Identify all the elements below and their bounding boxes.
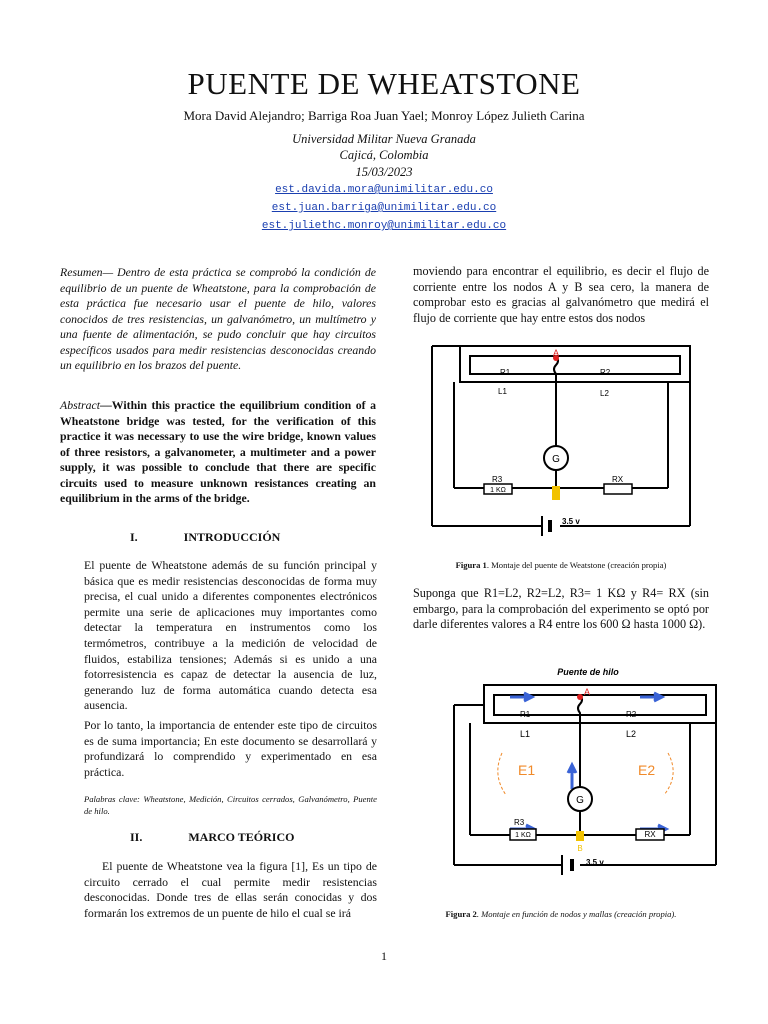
- label-r3-value-2: 1 KΩ: [515, 832, 531, 839]
- label-r2-2: R2: [626, 710, 637, 719]
- label-l2-2: L2: [626, 729, 637, 739]
- label-l1-2: L1: [520, 729, 531, 739]
- continuation-paragraph: moviendo para encontrar el equilibrio, es decir el flujo de corriente entre los nodos A y B sea cero, la manera de comprobar esto es gracias al galvanómetro que medirá el flujo de corriente que hay entre estos dos nodos: [413, 264, 709, 325]
- label-r1: R1: [500, 368, 511, 377]
- figure-2-circuit: [440, 665, 720, 895]
- authors: Mora David Alejandro; Barriga Roa Juan Yael; Monroy López Julieth Carina: [183, 108, 585, 123]
- figure-1-circuit: [420, 338, 700, 548]
- circuit-wires-2: [454, 685, 716, 865]
- keywords: Palabras clave: Wheatstone, Medición, Circuitos cerrados, Galvanómetro, Puente de hilo.: [84, 794, 377, 816]
- page-number: 1: [381, 949, 387, 963]
- figure-2-caption: Figura 2. Montaje en función de nodos y mallas (creación propia).: [445, 909, 677, 919]
- current-arrow-up: [568, 765, 576, 789]
- label-r3-value: 1 KΩ: [490, 487, 506, 494]
- node-a-marker-2: [577, 694, 583, 700]
- node-a-label-2: A: [584, 687, 591, 697]
- resistor-rx: [604, 484, 632, 494]
- label-l1: L1: [498, 387, 507, 396]
- paper-title: PUENTE DE WHEATSTONE: [187, 66, 581, 101]
- email-link-1[interactable]: est.davida.mora@unimilitar.edu.co: [275, 184, 493, 196]
- node-b-marker-2: [576, 831, 584, 841]
- section-heading-marco: II. MARCO TEÓRICO: [130, 830, 295, 844]
- intro-paragraph-2: Por lo tanto, la importancia de entender este tipo de circuitos es de suma importancia; En este documento se desarrollará y profundizará lo comprendido y experimentado en esa práctica.: [84, 718, 377, 779]
- label-r3: R3: [492, 475, 503, 484]
- node-b-label-2: B: [577, 844, 583, 853]
- marco-paragraph: El puente de Wheatstone vea la figura [1], Es un tipo de circuito cerrado el cual permite medir resistencias desconocidas. Donde tres de ellas serán conocidas y dos formarán los extremos de un puente de hilo el cual se irá: [84, 859, 377, 920]
- intro-paragraph-1: El puente de Wheatstone además de su función principal y básica que es medir resistencias desconocidas de forma muy precisa, el cual unido a diferentes componentes electrónicos permite una serie de aplicaciones muy importantes como detectar la temperatura en instrumentos como los termómetros, contribuye a la medición de velocidad de fluidos, estabiliza tensiones; Además si es unido a una fotorresistencia es capaz de detectar la ausencia de luz, generando luz de forma automática cuando detecta esa ausencia.: [84, 558, 377, 713]
- section-heading-intro: I. INTRODUCCIÓN: [130, 530, 281, 544]
- label-r3-2: R3: [514, 818, 525, 827]
- resumen-label: Resumen—: [60, 265, 114, 279]
- abstract-text: —Within this practice the equilibrium condition of a Wheatstone bridge was tested, for the verification of this practice it was necessary to use the wire bridge, known values of three resistors, a galvanometer, a multimeter and a power supply, it was possible to conclude that there are specific circuits used to measure unknown resistances creating an equilibrium in the arms of the bridge.: [60, 398, 376, 505]
- battery-label: 3.5 v: [562, 517, 580, 526]
- mesh-label-e2: E2: [638, 762, 656, 778]
- resumen-text: Dentro de esta práctica se comprobó la condición de equilibrio de un puente de Wheatstone, para la comprobación de esta práctica fue necesario usar el puente de hilo, valores conocidos de tres resistencias, un galvanómetro, un multímetro y una fuente de alimentación, se pudo concluir que hay circuitos específicos usados para medir resistencias desconocidas creando un equilibrio en los brazos del puente.: [60, 265, 376, 372]
- abstract: [60, 398, 376, 507]
- node-a-label: A: [552, 348, 560, 358]
- figure-1-caption: Figura 1. Montaje del puente de Weatstone (creación propia): [455, 560, 667, 570]
- galvanometer-label: G: [552, 454, 560, 465]
- email-link-3[interactable]: est.juliethc.monroy@unimilitar.edu.co: [261, 220, 507, 232]
- abstract-label: Abstract: [60, 398, 100, 412]
- circuit-wires: [432, 346, 690, 526]
- figure-2-title: Puente de hilo: [557, 667, 619, 677]
- label-rx: RX: [612, 475, 624, 484]
- resumen: [60, 265, 376, 374]
- location: Cajicá, Colombia: [339, 148, 429, 162]
- university: Universidad Militar Nueva Granada: [292, 132, 476, 146]
- node-b-marker: [552, 486, 560, 500]
- label-r2: R2: [600, 368, 611, 377]
- label-rx-2: RX: [644, 830, 656, 839]
- galvanometer-label-2: G: [576, 795, 584, 806]
- suppose-paragraph: Suponga que R1=L2, R2=L2, R3= 1 KΩ y R4= RX (sin embargo, para la comprobación del experimento se optó por darle diferentes valores a R4 entre los 600 Ω hasta 1000 Ω).: [413, 586, 709, 632]
- label-r1-2: R1: [520, 710, 531, 719]
- mesh-label-e1: E1: [518, 762, 536, 778]
- email-link-2[interactable]: est.juan.barriga@unimilitar.edu.co: [271, 202, 497, 214]
- mesh-arrow-e2: [664, 753, 673, 795]
- label-l2: L2: [600, 389, 609, 398]
- mesh-arrow-e1: [498, 753, 506, 795]
- date: 15/03/2023: [355, 165, 413, 179]
- battery-label-2: 3.5 v: [586, 858, 604, 867]
